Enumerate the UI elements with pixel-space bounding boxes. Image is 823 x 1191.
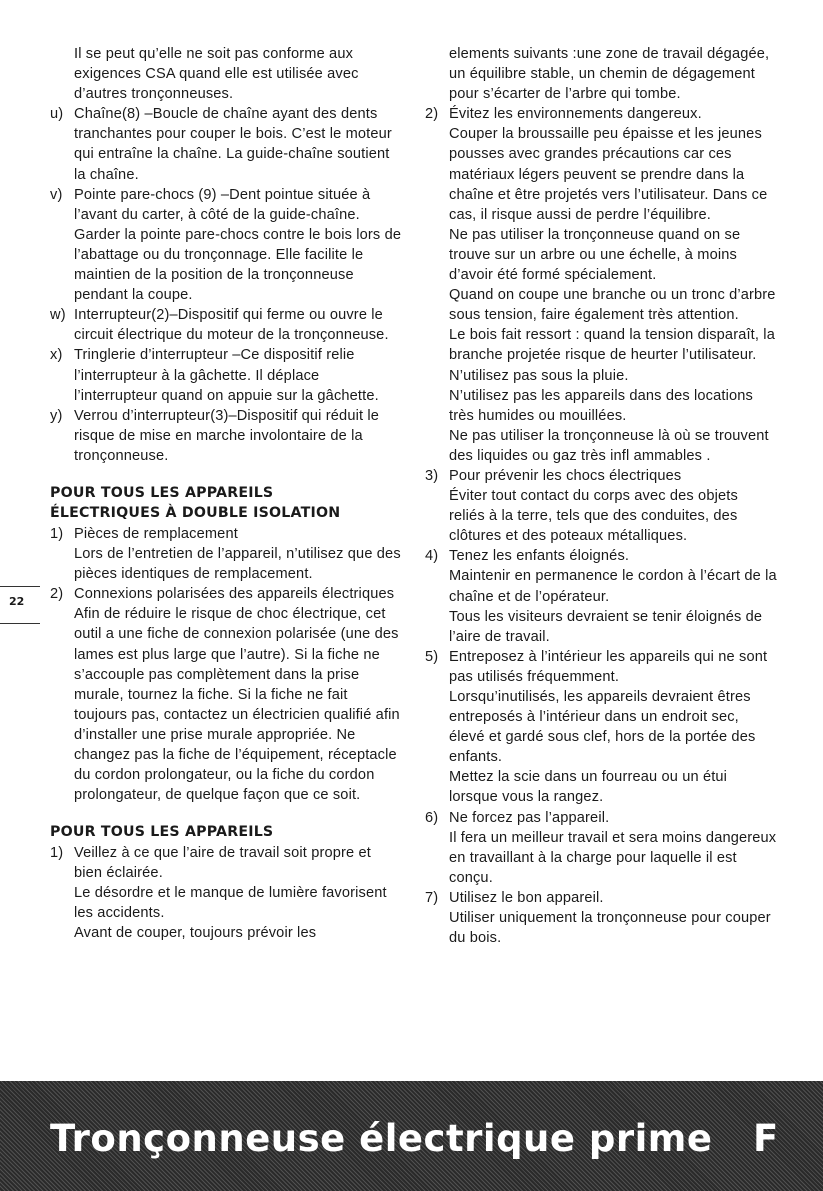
dangerous-environments-item <box>425 104 777 466</box>
definition-u <box>50 104 402 184</box>
item-marker: 6) <box>425 809 439 826</box>
item-text: Afin de réduire le risque de choc électrique, cet outil a une fiche de connexion polarisée (une des lames est plus large que l’autre). Si la fiche ne s’accouple pas complètement dans la prise murale, tournez la fiche. Si la fiche ne fait toujours pas, contactez un électricien qualifié afin d’installer une prise murale appropriée. Ne changez pas la fiche de l’équipement, réceptacle du cordon prolongateur, ou la fiche du cordon prolongateur, de quelque façon que ce soit. <box>74 606 400 804</box>
section-heading-all-appliances: POUR TOUS LES APPAREILS <box>50 824 274 841</box>
footer-title: Tronçonneuse électrique prime <box>50 1117 713 1160</box>
replacement-parts-item <box>50 524 402 584</box>
definition-text: Interrupteur(2)–Dispositif qui ferme ou ouvre le circuit électrique du moteur de la tronçonneuse. <box>74 307 389 344</box>
item-text: N’utilisez pas les appareils dans des locations très humides ou mouillées. <box>449 387 753 424</box>
definition-x <box>50 345 402 405</box>
item-text: Le désordre et le manque de lumière favorisent les accidents. <box>74 884 387 922</box>
definition-text: Pointe pare-chocs (9) –Dent pointue située à l’avant du carter, à côté de la guide-chaîne. Garder la pointe pare-chocs contre le bois lors de l’abattage ou du tronçonnage. Elle facilite le maintien de la position de la tronçonneuse pendant la coupe. <box>74 186 402 304</box>
definition-marker: u) <box>50 106 64 123</box>
item-title: Veillez à ce que l’aire de travail soit propre et bien éclairée. <box>74 844 371 881</box>
page-number: 22 <box>9 595 25 608</box>
polarized-plug-item <box>50 584 402 805</box>
definition-w <box>50 305 402 345</box>
item-marker: 3) <box>425 467 439 484</box>
item-title: Ne forcez pas l’appareil. <box>449 809 610 826</box>
item-text: Lors de l’entretien de l’appareil, n’utilisez que des pièces identiques de remplacement. <box>74 546 401 583</box>
right-column <box>425 44 777 948</box>
item-text: Quand on coupe une branche ou un tronc d’arbre sous tension, faire également très attention. <box>449 287 776 324</box>
do-not-force-item <box>425 808 777 888</box>
storage-item <box>425 647 777 808</box>
item-text: Couper la broussaille peu épaisse et les jeunes pousses avec grandes précautions car ces matériaux légers peuvent se prendre dans la chaîne et être projetés vers l’utilisateur. Dans ce cas, il risque aussi de perdre l’équilibre. <box>449 126 768 223</box>
item-text: Lorsqu’inutilisés, les appareils devraient êtres entreposés à l’intérieur dans un endroit sec, élevé et gardé sous clef, hors de la portée des enfants. <box>449 689 756 766</box>
item-title: Tenez les enfants éloignés. <box>449 548 630 565</box>
heading-line: ÉLECTRIQUES À DOUBLE ISOLATION <box>50 505 341 522</box>
item-title: Pièces de remplacement <box>74 525 238 542</box>
item-text: Il fera un meilleur travail et sera moins dangereux en travaillant à la charge pour laquelle il est conçu. <box>449 829 777 886</box>
definition-text: Tringlerie d’interrupteur –Ce dispositif relie l’interrupteur à la gâchette. Il déplace l’interrupteur quand on appuie sur la gâchette. <box>74 347 379 404</box>
item-marker: 1) <box>50 844 64 861</box>
electric-shock-item <box>425 466 777 546</box>
continued-paragraph: elements suivants :une zone de travail dégagée, un équilibre stable, un chemin de dégagement pour s’écarter de l’arbre qui tombe. <box>449 46 770 103</box>
item-title: Utilisez le bon appareil. <box>449 889 604 906</box>
right-tool-item <box>425 888 777 948</box>
item-text: Utiliser uniquement la tronçonneuse pour couper du bois. <box>449 910 771 947</box>
definition-marker: v) <box>50 186 63 203</box>
definition-marker: x) <box>50 347 63 364</box>
definition-marker: w) <box>50 307 66 324</box>
item-marker: 5) <box>425 648 439 665</box>
item-title: Évitez les environnements dangereux. <box>449 106 702 123</box>
item-text: N’utilisez pas sous la pluie. <box>449 367 629 384</box>
heading-line: POUR TOUS LES APPAREILS <box>50 484 274 501</box>
section-heading-double-insulation <box>50 483 402 524</box>
item-text: Maintenir en permanence le cordon à l’écart de la chaîne et de l’opérateur. <box>449 568 777 605</box>
item-marker: 7) <box>425 889 439 906</box>
definition-v <box>50 185 402 306</box>
item-marker: 1) <box>50 525 64 542</box>
left-column <box>50 44 402 943</box>
item-title: Pour prévenir les chocs électriques <box>449 467 682 484</box>
item-text: Ne pas utiliser la tronçonneuse quand on se trouve sur un arbre ou une échelle, à moins d’avoir été formé spécialement. <box>449 226 741 284</box>
work-area-item <box>50 843 402 943</box>
item-marker: 2) <box>50 586 64 603</box>
intro-paragraph: Il se peut qu’elle ne soit pas conforme aux exigences CSA quand elle est utilisée avec d’autres tronçonneuses. <box>74 46 359 103</box>
item-text: Le bois fait ressort : quand la tension disparaît, la branche projetée risque de heurter l’utilisateur. <box>449 327 775 364</box>
item-text: Avant de couper, toujours prévoir les <box>74 925 317 942</box>
item-text: Éviter tout contact du corps avec des objets reliés à la terre, tels que des conduites, des clôtures et des poteaux métalliques. <box>449 488 738 545</box>
keep-children-away-item <box>425 546 777 646</box>
page-number-marker <box>0 586 40 624</box>
item-marker: 2) <box>425 106 439 123</box>
definition-text: Chaîne(8) –Boucle de chaîne ayant des dents tranchantes pour couper le bois. C’est le moteur qui entraîne la chaîne. La guide-chaîne soutient la chaîne. <box>74 106 392 183</box>
item-text: Ne pas utiliser la tronçonneuse là où se trouvent des liquides ou gaz très infl ammables . <box>449 427 769 464</box>
definition-text: Verrou d’interrupteur(3)–Dispositif qui réduit le risque de mise en marche involontaire de la tronçonneuse. <box>74 407 380 464</box>
definition-marker: y) <box>50 407 63 424</box>
item-marker: 4) <box>425 548 439 565</box>
definition-y <box>50 406 402 466</box>
item-title: Entreposez à l’intérieur les appareils qui ne sont pas utilisés fréquemment. <box>449 648 768 685</box>
item-title: Connexions polarisées des appareils électriques <box>74 586 395 603</box>
item-text: Tous les visiteurs devraient se tenir éloignés de l’aire de travail. <box>449 608 763 645</box>
item-text: Mettez la scie dans un fourreau ou un étui lorsque vous la rangez. <box>449 769 728 806</box>
footer-language-code: F <box>753 1117 779 1160</box>
